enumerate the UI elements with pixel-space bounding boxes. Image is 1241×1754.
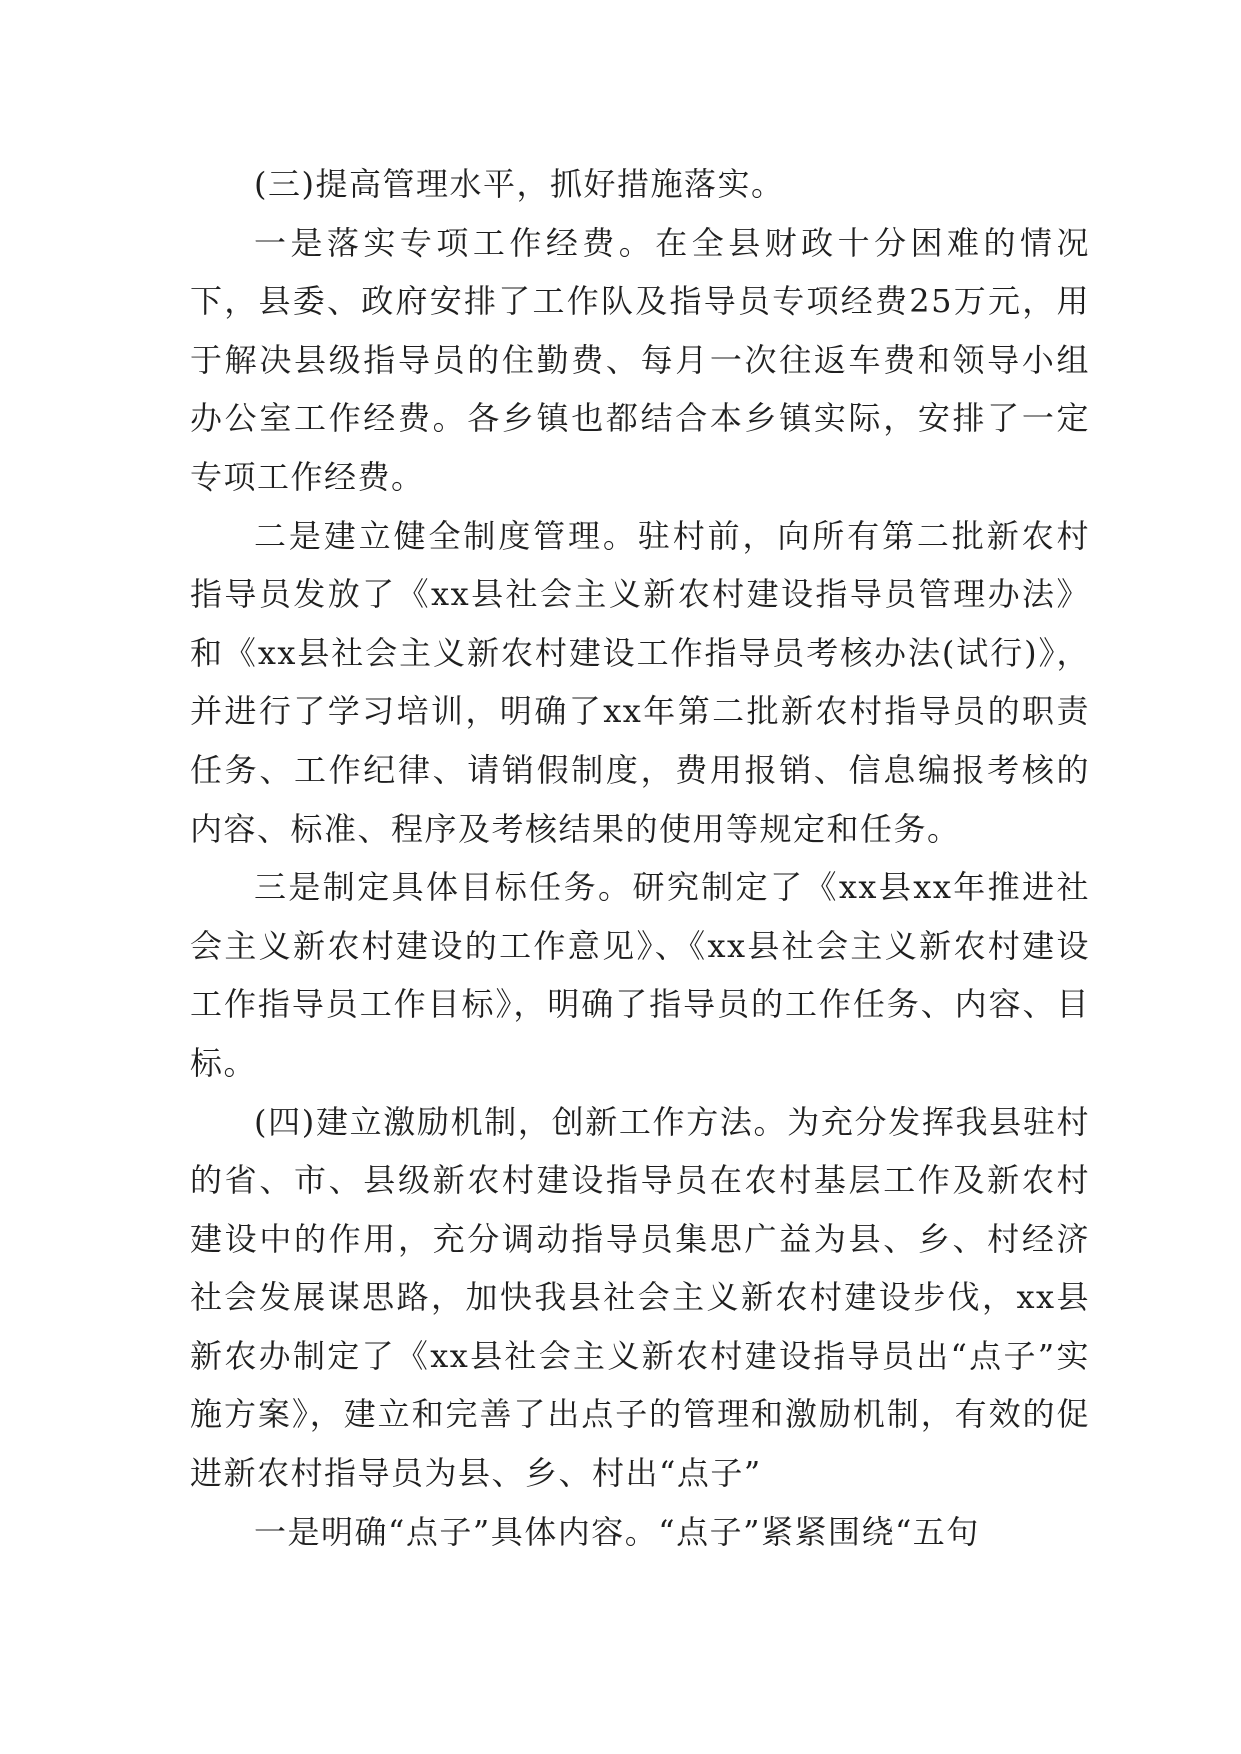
document-body bbox=[190, 155, 1090, 1561]
section-heading-3: (三)提高管理水平，抓好措施落实。 bbox=[254, 165, 785, 203]
paragraph-funding: 一是落实专项工作经费。在全县财政十分困难的情况下，县委、政府安排了工作队及指导员专项经费25万元，用于解决县级指导员的住勤费、每月一次往返车费和领导小组办公室工作经费。各乡镇也都结合本乡镇实际，安排了一定专项工作经费。 bbox=[190, 223, 1090, 496]
paragraph-idea-content: 一是明确“点子”具体内容。“点子”紧紧围绕“五句 bbox=[254, 1512, 980, 1551]
paragraph-system-management: 二是建立健全制度管理。驻村前，向所有第二批新农村指导员发放了《xx县社会主义新农村建设指导员管理办法》和《xx县社会主义新农村建设工作指导员考核办法(试行)》，并进行了学习培训，明确了xx年第二批新农村指导员的职责任务、工作纪律、请销假制度，费用报销、信息编报考核的内容、标准、程序及考核结果的使用等规定和任务。 bbox=[190, 516, 1090, 848]
paragraph-target-tasks: 三是制定具体目标任务。研究制定了《xx县xx年推进社会主义新农村建设的工作意见》、《xx县社会主义新农村建设工作指导员工作目标》，明确了指导员的工作任务、内容、目标。 bbox=[190, 868, 1090, 1082]
section-heading-4-paragraph: (四)建立激励机制，创新工作方法。为充分发挥我县驻村的省、市、县级新农村建设指导员在农村基层工作及新农村建设中的作用，充分调动指导员集思广益为县、乡、村经济社会发展谋思路，加快我县社会主义新农村建设步伐，xx县新农办制定了《xx县社会主义新农村建设指导员出“点子”实施方案》，建立和完善了出点子的管理和激励机制，有效的促进新农村指导员为县、乡、村出“点子” bbox=[190, 1102, 1090, 1493]
